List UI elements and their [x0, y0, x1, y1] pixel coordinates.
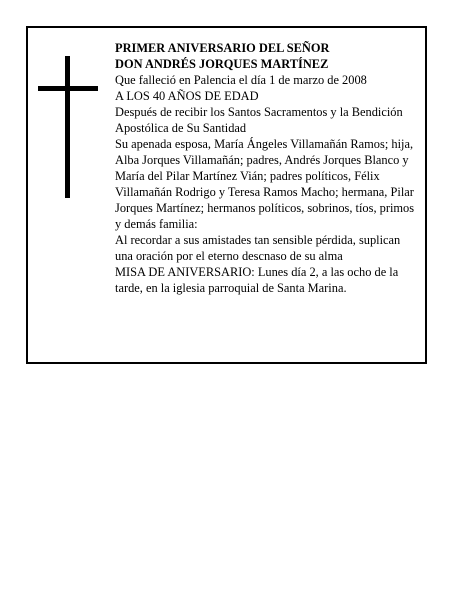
sacraments-paragraph: Después de recibir los Santos Sacramentos y la Bendición Apostólica de Su Santidad — [115, 105, 403, 135]
cross-vertical-bar — [65, 56, 70, 198]
cross-horizontal-bar — [38, 86, 98, 91]
age-line: A LOS 40 AÑOS DE EDAD — [115, 89, 259, 103]
obituary-notice — [26, 26, 427, 364]
death-line: Que falleció en Palencia el día 1 de marzo de 2008 — [115, 73, 367, 87]
notice-heading-line-2: DON ANDRÉS JORQUES MARTÍNEZ — [115, 57, 329, 71]
cross-icon — [38, 56, 98, 198]
notice-heading-line-1: PRIMER ANIVERSARIO DEL SEÑOR — [115, 41, 330, 55]
notice-text — [115, 40, 420, 296]
request-paragraph: Al recordar a sus amistades tan sensible pérdida, suplican una oración por el eterno descnaso de su alma — [115, 233, 401, 263]
mass-paragraph: MISA DE ANIVERSARIO: Lunes día 2, a las ocho de la tarde, en la iglesia parroquial de Santa Marina. — [115, 265, 399, 295]
family-paragraph: Su apenada esposa, María Ángeles Villamañán Ramos; hija, Alba Jorques Villamañán; padres, Andrés Jorques Blanco y María del Pilar Martínez Vián; padres políticos, Félix Villamañán Rodrigo y Teresa Ramos Macho; hermana, Pilar Jorques Martínez; hermanos políticos, sobrinos, tíos, primos y demás familia: — [115, 137, 415, 231]
